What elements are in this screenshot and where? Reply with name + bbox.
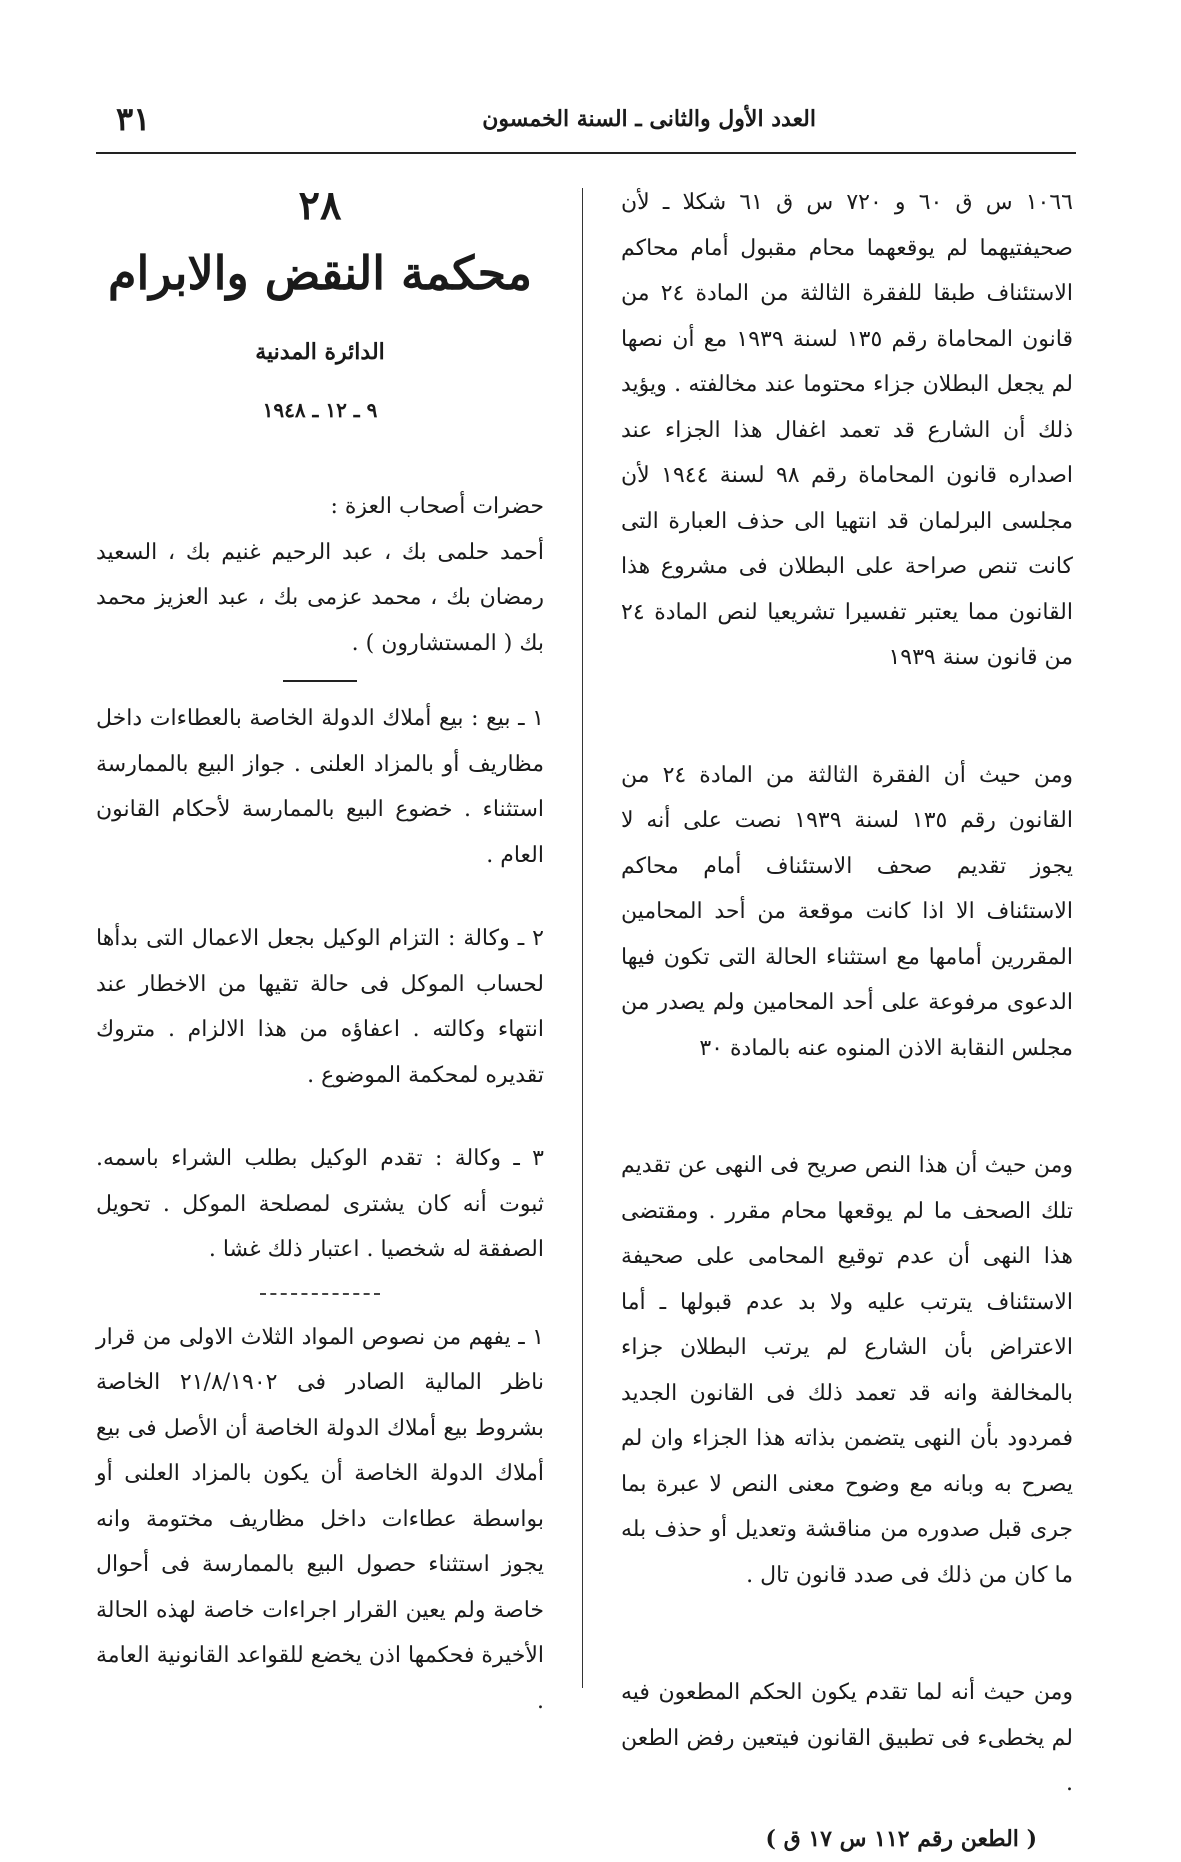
section-divider [283, 680, 357, 682]
issue-title: العدد الأول والثانى ـ السنة الخمسون [482, 106, 816, 132]
ruling-paragraph-1: ١٠٦٦ س ق ٦٠ و ٧٢٠ س ق ٦١ شكلا ـ لأن صحيفتيهما لم يوقعهما محام مقبول أمام محاكم الاستئناف طبقا للفقرة الثالثة من المادة ٢٤ من قانون المحاماة رقم ١٣٥ لسنة ١٩٣٩ مع أن نصها لم يجعل البطلان جزاء محتوما عند مخالفته . ويؤيد ذلك أن الشارع قد تعمد اغفال هذا الجزاء عند اصداره قانون المحاماة رقم ٩٨ لسنة ١٩٤٤ لأن مجلسى البرلمان قد انتهيا الى حذف العبارة التى كانت تنص صراحة على البطلان فى مشروع هذا القانون مما يعتبر تفسيرا تشريعيا لنص المادة ٢٤ من قانون سنة ١٩٣٩ [621, 180, 1073, 681]
case-number: ٢٨ [96, 180, 544, 232]
ruling-paragraph-3: ومن حيث أن هذا النص صريح فى النهى عن تقديم تلك الصحف ما لم يوقعها محام مقرر . ومقتضى هذا النهى أن عدم توقيع المحامى على صحيفة الاستئناف يترتب عليه ولا بد عدم قبولها ـ أما الاعتراض بأن الشارع لم يرتب البطلان جزاء بالمخالفة وانه قد تعمد ذلك فى القانون الجديد فمردود بأن النهى يتضمن بذاته هذا الجزاء وان لم يصرح به وبانه مع وضوح معنى النص لا عبرة بما جرى قبل صدوره من مناقشة وتعديل أو حذف بله ما كان من ذلك فى صدد قانون تال . [621, 1143, 1073, 1598]
bench-heading: حضرات أصحاب العزة : [96, 484, 544, 530]
legal-principle: ١ ـ يفهم من نصوص المواد الثلاث الاولى من قرار ناظر المالية الصادر فى ٢١/٨/١٩٠٢ الخاصة بشروط بيع أملاك الدولة الخاصة أن الأصل فى بيع أملاك الدولة الخاصة أن يكون بالمزاد العلنى أو بواسطة عطاءات داخل مظاريف مختومة وانه يجوز استثناء حصول البيع بالممارسة فى أحوال خاصة ولم يعين القرار اجراءات خاصة لهذه الحالة الأخيرة فحكمها اذن يخضع للقواعد القانونية العامة . [96, 1315, 544, 1725]
ruling-paragraph-2: ومن حيث أن الفقرة الثالثة من المادة ٢٤ من القانون رقم ١٣٥ لسنة ١٩٣٩ نصت على أنه لا يجوز تقديم صحف الاستئناف أمام محاكم الاستئناف الا اذا كانت موقعة من أحد المحامين المقررين أمامها مع استثناء الحالة التى تكون فيها الدعوى مرفوعة على أحد المحامين ولم يصدر من مجلس النقابة الاذن المنوه عنه بالمادة ٣٠ [621, 753, 1073, 1072]
page-number: ٣١ [116, 100, 150, 138]
right-column [621, 180, 1073, 1862]
circuit-name: الدائرة المدنية [96, 330, 544, 374]
left-column [96, 180, 544, 1724]
ruling-date: ٩ ـ ١٢ ـ ١٩٤٨ [96, 390, 544, 430]
bench-members: أحمد حلمى بك ، عبد الرحيم غنيم بك ، السعيد رمضان بك ، محمد عزمى بك ، عبد العزيز محمد بك ( المستشارون ) . [96, 530, 544, 667]
headnote-1: ١ ـ بيع : بيع أملاك الدولة الخاصة بالعطاءات داخل مظاريف أو بالمزاد العلنى . جواز البيع بالممارسة استثناء . خضوع البيع بالممارسة لأحكام القانون العام . [96, 696, 544, 878]
appeal-citation: ( الطعن رقم ١١٢ س ١٧ ق ) [621, 1817, 1073, 1862]
column-divider [582, 188, 583, 1688]
dashed-divider [260, 1293, 380, 1295]
court-name: محكمة النقض والابرام [96, 238, 544, 308]
headnote-2: ٢ ـ وكالة : التزام الوكيل بجعل الاعمال التى بدأها لحساب الموكل فى حالة تقيها من الاخطار عند انتهاء وكالته . اعفاؤه من هذا الالزام . متروك تقديره لمحكمة الموضوع . [96, 916, 544, 1098]
headnote-3: ٣ ـ وكالة : تقدم الوكيل بطلب الشراء باسمه. ثبوت أنه كان يشترى لمصلحة الموكل . تحويل الصفقة له شخصيا . اعتبار ذلك غشا . [96, 1136, 544, 1273]
ruling-paragraph-4: ومن حيث أنه لما تقدم يكون الحكم المطعون فيه لم يخطىء فى تطبيق القانون فيتعين رفض الطعن . [621, 1670, 1073, 1807]
page-header [96, 96, 1076, 154]
